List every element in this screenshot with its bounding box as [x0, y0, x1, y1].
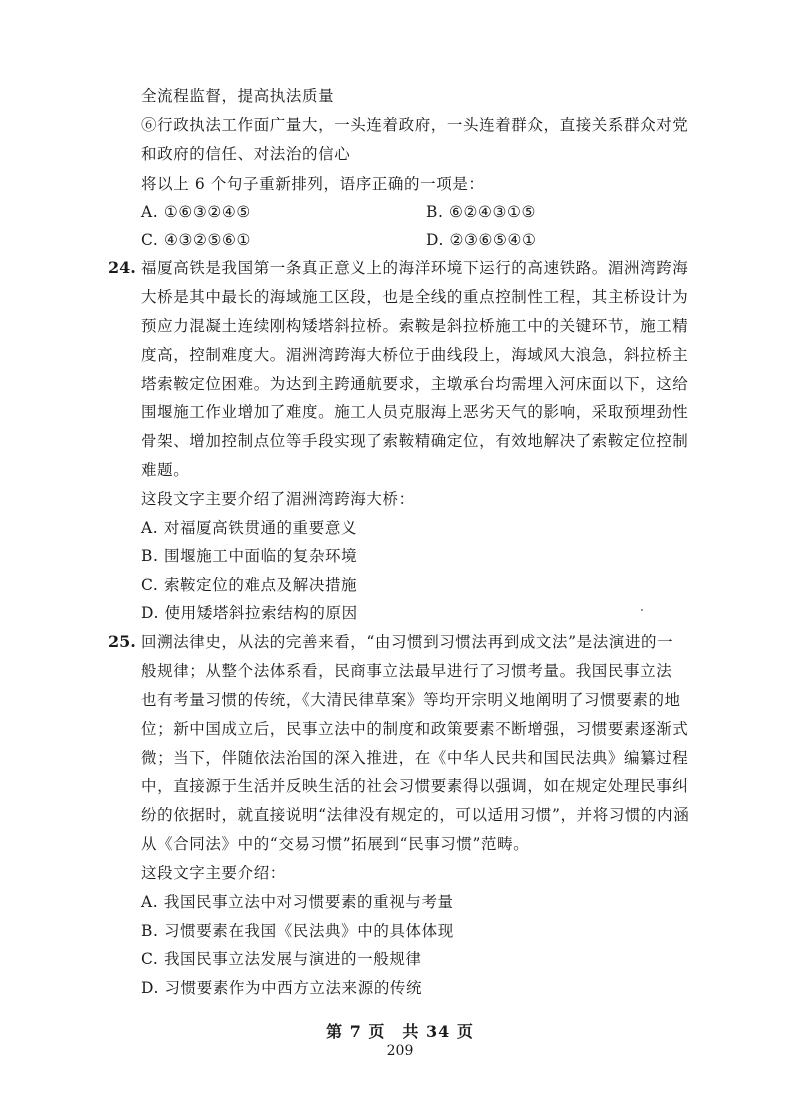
q25-passage-line: 位；新中国成立后，民事立法中的制度和政策要素不断增强，习惯要素逐渐式 — [141, 720, 689, 738]
page-label: 第 7 页 共 34 页 — [326, 1022, 474, 1041]
q23-line-1: 全流程监督，提高执法质量 — [141, 87, 335, 105]
q25-passage-line: 纷的依据时，就直接说明“法律没有规定的，可以适用习惯”，并将习惯的内涵 — [141, 806, 690, 824]
q25-passage-line: 中，直接源于生活并反映生活的社会习惯要素得以强调，如在规定处理民事纠 — [141, 777, 689, 795]
page-number: 209 — [386, 1043, 414, 1059]
q25-passage-line: 也有考量习惯的传统，《大清民律草案》等均开宗明义地阐明了习惯要素的地 — [141, 691, 681, 709]
q23-option-a[interactable]: A. ①⑥③②④⑤ — [141, 203, 251, 221]
q23-option-d[interactable]: D. ②③⑥⑤④① — [426, 231, 537, 249]
q23-option-b[interactable]: B. ⑥②④③①⑤ — [426, 203, 537, 221]
q25-option-c[interactable]: C. 我国民事立法发展与演进的一般规律 — [141, 950, 422, 968]
q23-prompt: 将以上 6 个句子重新排列，语序正确的一项是： — [141, 175, 485, 193]
q24-passage-line: 大桥是其中最长的海域施工区段，也是全线的重点控制性工程，其主桥设计为 — [141, 288, 689, 306]
q24-passage-line: 福厦高铁是我国第一条真正意义上的海洋环境下运行的高速铁路。湄洲湾跨海 — [141, 259, 689, 277]
q24-option-d[interactable]: D. 使用矮塔斜拉索结构的原因 — [141, 604, 358, 622]
q23-line-2: ⑥行政执法工作面广量大，一头连着政府，一头连着群众，直接关系群众对党 — [141, 116, 689, 134]
q24-option-b[interactable]: B. 围堰施工中面临的复杂环境 — [141, 547, 358, 565]
q25-option-d[interactable]: D. 习惯要素作为中西方立法来源的传统 — [141, 979, 423, 997]
q25-passage-line: 般规律；从整个法体系看，民商事立法最早进行了习惯考量。我国民事立法 — [141, 662, 673, 680]
q25-passage-line: 微；当下，伴随依法治国的深入推进，在《中华人民共和国民法典》编纂过程 — [141, 749, 689, 767]
q24-passage-line: 围堰施工作业增加了难度。施工人员克服海上恶劣天气的影响，采取预埋劲性 — [141, 403, 689, 421]
q25-option-b[interactable]: B. 习惯要素在我国《民法典》中的具体体现 — [141, 922, 454, 940]
q23-line-3: 和政府的信任、对法治的信心 — [141, 145, 351, 163]
q25-passage-line: 回溯法律史，从法的完善来看，“由习惯到习惯法再到成文法”是法演进的一 — [141, 633, 674, 651]
q24-question: 这段文字主要介绍了湄洲湾跨海大桥： — [141, 490, 415, 508]
q25-number: 25. — [108, 632, 136, 651]
scan-speck — [641, 609, 643, 611]
q25-option-a[interactable]: A. 我国民事立法中对习惯要素的重视与考量 — [141, 893, 454, 911]
q24-number: 24. — [108, 258, 136, 277]
q24-option-a[interactable]: A. 对福厦高铁贯通的重要意义 — [141, 519, 358, 537]
q25-passage-line: 从《合同法》中的“交易习惯”拓展到“民事习惯”范畴。 — [141, 835, 530, 853]
q24-option-c[interactable]: C. 索鞍定位的难点及解决措施 — [141, 576, 358, 594]
q24-passage-line: 预应力混凝土连续刚构矮塔斜拉桥。索鞍是斜拉桥施工中的关键环节，施工精 — [141, 317, 689, 335]
q25-question: 这段文字主要介绍： — [141, 864, 286, 882]
q23-option-c[interactable]: C. ④③②⑤⑥① — [141, 231, 251, 249]
q24-passage-line: 骨架、增加控制点位等手段实现了索鞍精确定位，有效地解决了索鞍定位控制 — [141, 432, 689, 450]
q24-passage-line: 难题。 — [141, 461, 190, 479]
q24-passage-line: 度高，控制难度大。湄洲湾跨海大桥位于曲线段上，海域风大浪急，斜拉桥主 — [141, 346, 689, 364]
q24-passage-line: 塔索鞍定位困难。为达到主跨通航要求，主墩承台均需埋入河床面以下，这给 — [141, 375, 689, 393]
